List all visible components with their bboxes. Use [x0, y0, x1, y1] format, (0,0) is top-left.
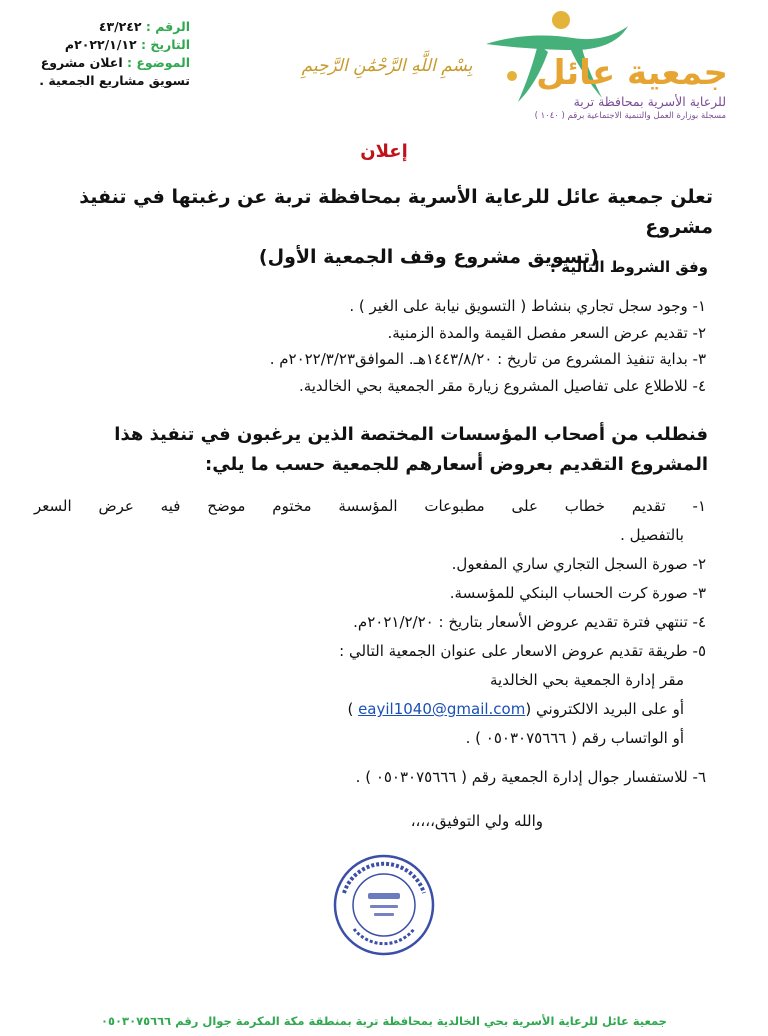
condition-item: ٣- بداية تنفيذ المشروع من تاريخ : ١٤٤٣/٨/٢٠هـ. الموافق٢٠٢٢/٣/٢٣م . [269, 350, 706, 368]
requirement-3: ٣- صورة كرت الحساب البنكي للمؤسسة. [449, 584, 706, 602]
requirement-1-line-1: ١- تقديم خطاب على مطبوعات المؤسسة مختوم موضح فيه عرض السعر [34, 497, 706, 515]
footer-contact: جمعية عائل للرعاية الأسرية بحي الخالدية بمحافظة تربة بمنطقة مكة المكرمة جوال رقم ٠٥٠٣٠٧٥٦٦٦ [101, 1014, 667, 1028]
requirement-5-whatsapp: أو الواتساب رقم ( ٠٥٠٣٠٧٥٦٦٦ ) . [465, 729, 684, 747]
meta-number-value: ٤٣/٢٤٢ [98, 19, 142, 34]
stamp-seal-icon [332, 853, 436, 957]
requirement-5-email-line [34, 695, 706, 724]
basmala: بِسْمِ اللَّهِ الرَّحْمَٰنِ الرَّحِيمِ [301, 56, 473, 76]
logo-registration: مسجلة بوزارة العمل والتنمية الاجتماعية برقم ( ١٠٤٠ ) [534, 111, 726, 121]
call-to-applicants [68, 420, 708, 480]
meta-subject-value: اعلان مشروع [40, 55, 123, 70]
email-prefix: أو على البريد الالكتروني ( [525, 700, 684, 718]
official-stamp [332, 853, 436, 957]
requirement-5-address: مقر إدارة الجمعية بحي الخالدية [490, 671, 684, 689]
requirements-list [34, 492, 706, 792]
meta-date-label: التاريخ : [140, 37, 190, 52]
call-line-2: المشروع التقديم بعروض أسعارهم للجمعية حسب ما يلي: [205, 454, 708, 475]
requirement-4: ٤- تنتهي فترة تقديم عروض الأسعار بتاريخ : ٢٠٢١/٢/٢٠م. [353, 613, 706, 631]
conditions-heading: وفق الشروط التالية : [550, 258, 708, 276]
email-link[interactable]: eayil1040@gmail.com [358, 700, 526, 718]
intro-line-2: (تسويق مشروع وقف الجمعية الأول) [258, 246, 599, 268]
organization-logo [478, 4, 738, 122]
meta-subject-row [30, 54, 190, 72]
logo-name: جمعية عائل [536, 53, 728, 93]
meta-subject-line2: تسويق مشاريع الجمعية . [39, 73, 190, 88]
meta-number-label: الرقم : [145, 19, 190, 34]
call-line-1: فنطلب من أصحاب المؤسسات المختصة الذين يرغبون في تنفيذ هذا [114, 424, 708, 445]
requirement-2: ٢- صورة السجل التجاري ساري المفعول. [451, 555, 706, 573]
closing-line: والله ولي التوفيق،،،،، [410, 812, 543, 830]
intro-line-1: تعلن جمعية عائل للرعاية الأسرية بمحافظة تربة عن رغبتها في تنفيذ مشروع [79, 186, 713, 238]
requirement-1-line-2: بالتفصيل . [620, 526, 684, 544]
letter-meta [30, 18, 190, 90]
meta-number-row [30, 18, 190, 36]
condition-item: ٢- تقديم عرض السعر مفصل القيمة والمدة الزمنية. [387, 323, 706, 342]
spacer [34, 753, 706, 763]
meta-subject-label: الموضوع : [126, 55, 190, 70]
announcement-title: إعلان [360, 141, 408, 162]
condition-item: ٤- للاطلاع على تفاصيل المشروع زيارة مقر الجمعية بحي الخالدية. [298, 376, 706, 395]
meta-date-value: ٢٠٢٢/١/١٢م [64, 37, 137, 52]
logo-subtitle: للرعاية الأسرية بمحافظة تربة [573, 94, 726, 109]
email-suffix: ) [347, 700, 359, 718]
requirement-5: ٥- طريقة تقديم عروض الاسعار على عنوان الجمعية التالي : [339, 642, 706, 660]
meta-date-row [30, 36, 190, 54]
condition-item: ١- وجود سجل تجاري بنشاط ( التسويق نيابة على الغير ) . [349, 297, 706, 315]
conditions-list [66, 293, 706, 399]
requirement-6: ٦- للاستفسار جوال إدارة الجمعية رقم ( ٠٥٠٣٠٧٥٦٦٦ ) . [355, 768, 706, 786]
